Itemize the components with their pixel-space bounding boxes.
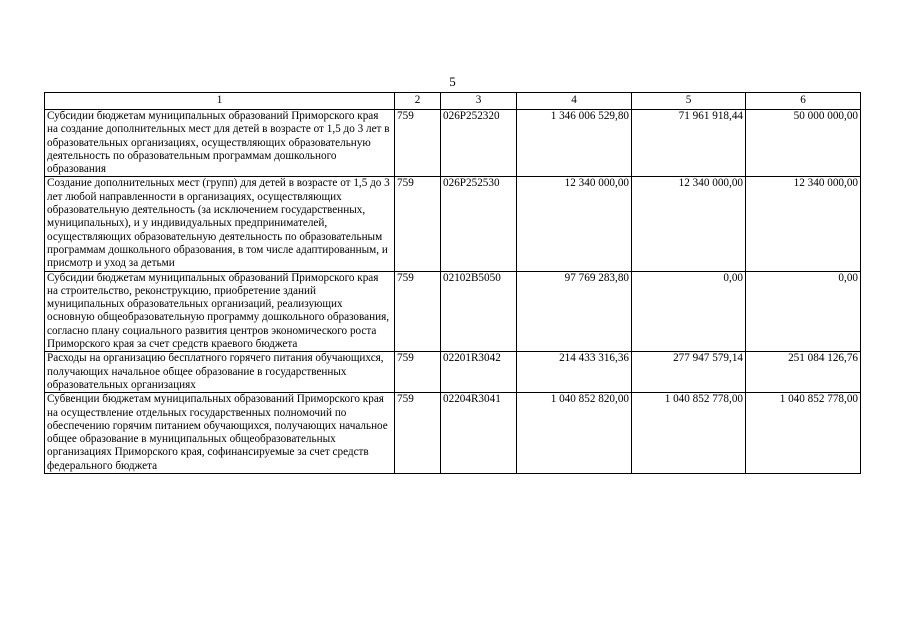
row-amount-col4: 97 769 283,80	[517, 271, 632, 352]
row-target-code: 026P252320	[441, 110, 517, 177]
column-header-4: 4	[517, 93, 632, 110]
row-description: Субсидии бюджетам муниципальных образований Приморского края на создание дополнительных мест для детей в возрасте от 1,5 до 3 лет в образовательных организациях, осуществляющих образовательную деятельность по образовательным программам дошкольного образования	[45, 110, 395, 177]
row-ministry-code: 759	[395, 110, 441, 177]
column-header-2: 2	[395, 93, 441, 110]
row-ministry-code: 759	[395, 271, 441, 352]
row-amount-col6: 50 000 000,00	[746, 110, 861, 177]
row-amount-col4: 1 040 852 820,00	[517, 393, 632, 474]
row-amount-col4: 1 346 006 529,80	[517, 110, 632, 177]
row-target-code: 02102B5050	[441, 271, 517, 352]
row-target-code: 02204R3041	[441, 393, 517, 474]
column-header-5: 5	[632, 93, 746, 110]
row-amount-col6: 12 340 000,00	[746, 177, 861, 271]
header-row	[45, 93, 861, 110]
row-amount-col5: 71 961 918,44	[632, 110, 746, 177]
budget-table	[44, 92, 861, 474]
row-description: Создание дополнительных мест (групп) для детей в возрасте от 1,5 до 3 лет любой направленности в организациях, осуществляющих образовательную деятельность (за исключением государственных, муниципальных), и у индивидуальных предпринимателей, осуществляющих образовательную деятельность по образовательным программам дошкольного образования, в том числе адаптированным, и присмотр и уход за детьми	[45, 177, 395, 271]
row-amount-col5: 1 040 852 778,00	[632, 393, 746, 474]
table-row	[45, 393, 861, 474]
row-target-code: 026P252530	[441, 177, 517, 271]
row-description: Субвенции бюджетам муниципальных образований Приморского края на осуществление отдельных государственных полномочий по обеспечению горячим питанием обучающихся, получающих начальное общее образование в муниципальных общеобразовательных организациях Приморского края, софинансируемые за счет средств федерального бюджета	[45, 393, 395, 474]
row-ministry-code: 759	[395, 177, 441, 271]
row-amount-col4: 12 340 000,00	[517, 177, 632, 271]
column-header-3: 3	[441, 93, 517, 110]
table-row	[45, 110, 861, 177]
column-header-6: 6	[746, 93, 861, 110]
row-amount-col4: 214 433 316,36	[517, 352, 632, 393]
table-row	[45, 177, 861, 271]
row-amount-col5: 12 340 000,00	[632, 177, 746, 271]
page-number: 5	[449, 74, 456, 89]
row-amount-col6: 251 084 126,76	[746, 352, 861, 393]
table-row	[45, 271, 861, 352]
column-header-1: 1	[45, 93, 395, 110]
row-amount-col5: 0,00	[632, 271, 746, 352]
row-ministry-code: 759	[395, 393, 441, 474]
row-ministry-code: 759	[395, 352, 441, 393]
row-description: Расходы на организацию бесплатного горячего питания обучающихся, получающих начальное общее образование в государственных образовательных организациях	[45, 352, 395, 393]
row-amount-col5: 277 947 579,14	[632, 352, 746, 393]
row-amount-col6: 1 040 852 778,00	[746, 393, 861, 474]
row-description: Субсидии бюджетам муниципальных образований Приморского края на строительство, реконструкцию, приобретение зданий муниципальных образовательных организаций, реализующих основную общеобразовательную программу дошкольного образования, согласно плану социального развития центров экономического роста Приморского края за счет средств краевого бюджета	[45, 271, 395, 352]
table-row	[45, 352, 861, 393]
row-amount-col6: 0,00	[746, 271, 861, 352]
row-target-code: 02201R3042	[441, 352, 517, 393]
